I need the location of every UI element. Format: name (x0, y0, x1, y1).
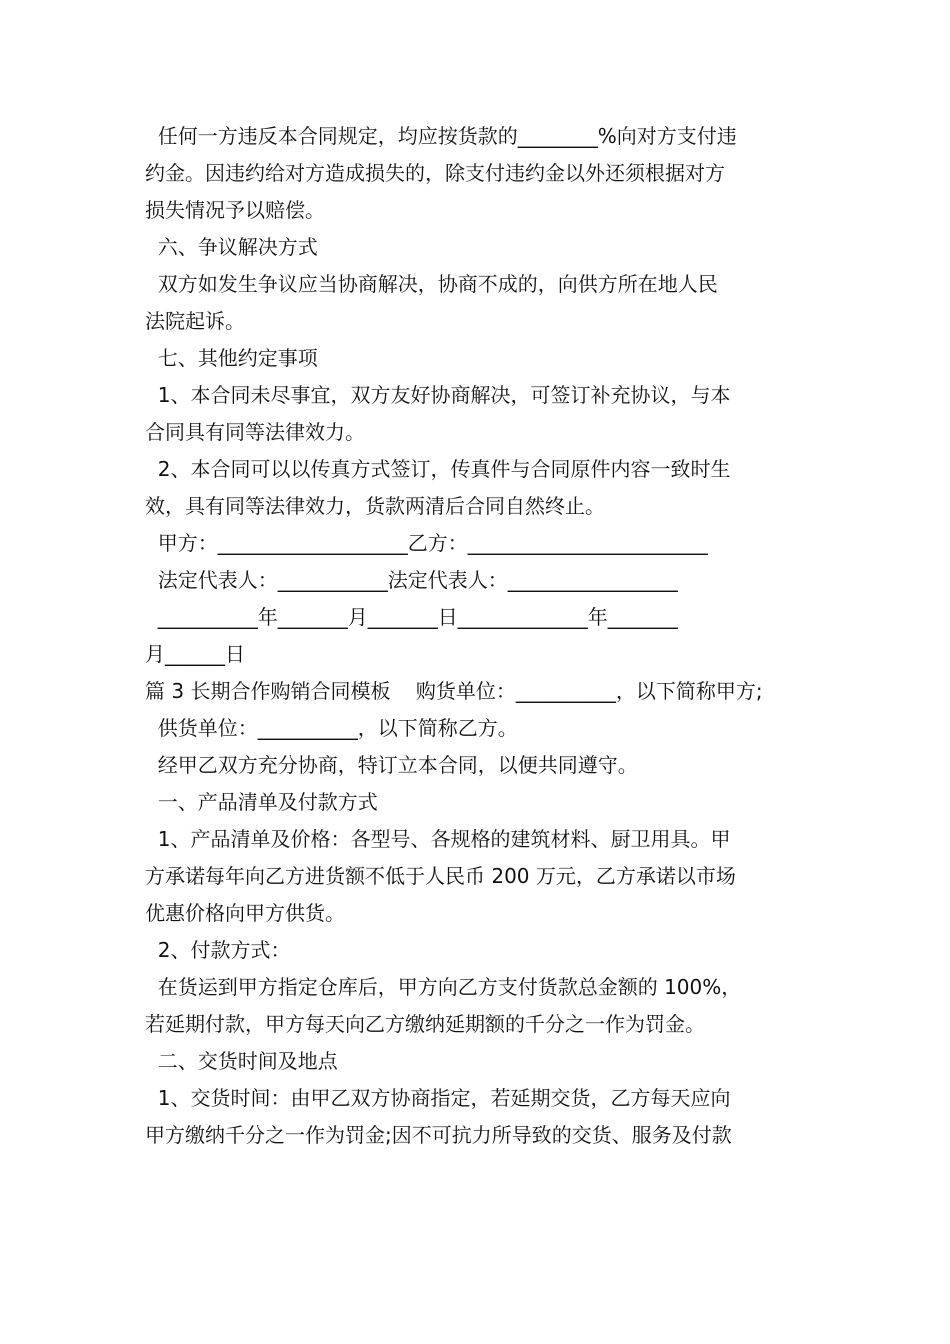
text-line: 效，具有同等法律效力，货款两清后合同自然终止。 (145, 494, 605, 518)
text-line: 双方如发生争议应当协商解决，协商不成的，向供方所在地人民 (145, 272, 718, 296)
text-line: 甲方缴纳千分之一作为罚金;因不可抗力所导致的交货、服务及付款 (145, 1123, 732, 1147)
text-line: 1、本合同未尽事宜，双方友好协商解决，可签订补充协议，与本 (145, 383, 731, 407)
date-line: __________年_______月_______日_____________年_______ (145, 605, 678, 629)
text-line: 任何一方违反本合同规定，均应按货款的________%向对方支付违 (145, 124, 737, 148)
text-line: 约金。因违约给对方造成损失的，除支付违约金以外还须根据对方 (145, 161, 725, 185)
text-line: 经甲乙双方充分协商，特订立本合同，以便共同遵守。 (145, 753, 638, 777)
document-body (145, 118, 813, 1154)
text-line: 损失情况予以赔偿。 (145, 198, 325, 222)
contract-title-line: 篇 3 长期合作购销合同模板 购货单位：__________，以下简称甲方; (145, 679, 763, 703)
text-line: 供货单位：__________，以下简称乙方。 (145, 716, 518, 740)
signature-line: 甲方：___________________乙方：________________________ (145, 531, 708, 555)
section-heading: 六、争议解决方式 (145, 235, 318, 259)
section-heading: 七、其他约定事项 (145, 346, 318, 370)
text-line: 2、付款方式： (145, 938, 291, 962)
date-line: 月______日 (145, 642, 245, 666)
section-heading: 二、交货时间及地点 (145, 1049, 338, 1073)
text-line: 在货运到甲方指定仓库后，甲方向乙方支付货款总金额的 100%， (145, 975, 742, 999)
text-line: 法院起诉。 (145, 309, 245, 333)
text-line: 优惠价格向甲方供货。 (145, 901, 345, 925)
text-line: 1、产品清单及价格：各型号、各规格的建筑材料、厨卫用具。甲 (145, 827, 731, 851)
text-line: 若延期付款，甲方每天向乙方缴纳延期额的千分之一作为罚金。 (145, 1012, 705, 1036)
text-line: 方承诺每年向乙方进货额不低于人民币 200 万元，乙方承诺以市场 (145, 864, 736, 888)
text-line: 合同具有同等法律效力。 (145, 420, 365, 444)
text-line: 2、本合同可以以传真方式签订，传真件与合同原件内容一致时生 (145, 457, 731, 481)
text-line: 1、交货时间：由甲乙双方协商指定，若延期交货，乙方每天应向 (145, 1086, 731, 1110)
signature-line: 法定代表人：___________法定代表人：_________________ (145, 568, 678, 592)
section-heading: 一、产品清单及付款方式 (145, 790, 378, 814)
